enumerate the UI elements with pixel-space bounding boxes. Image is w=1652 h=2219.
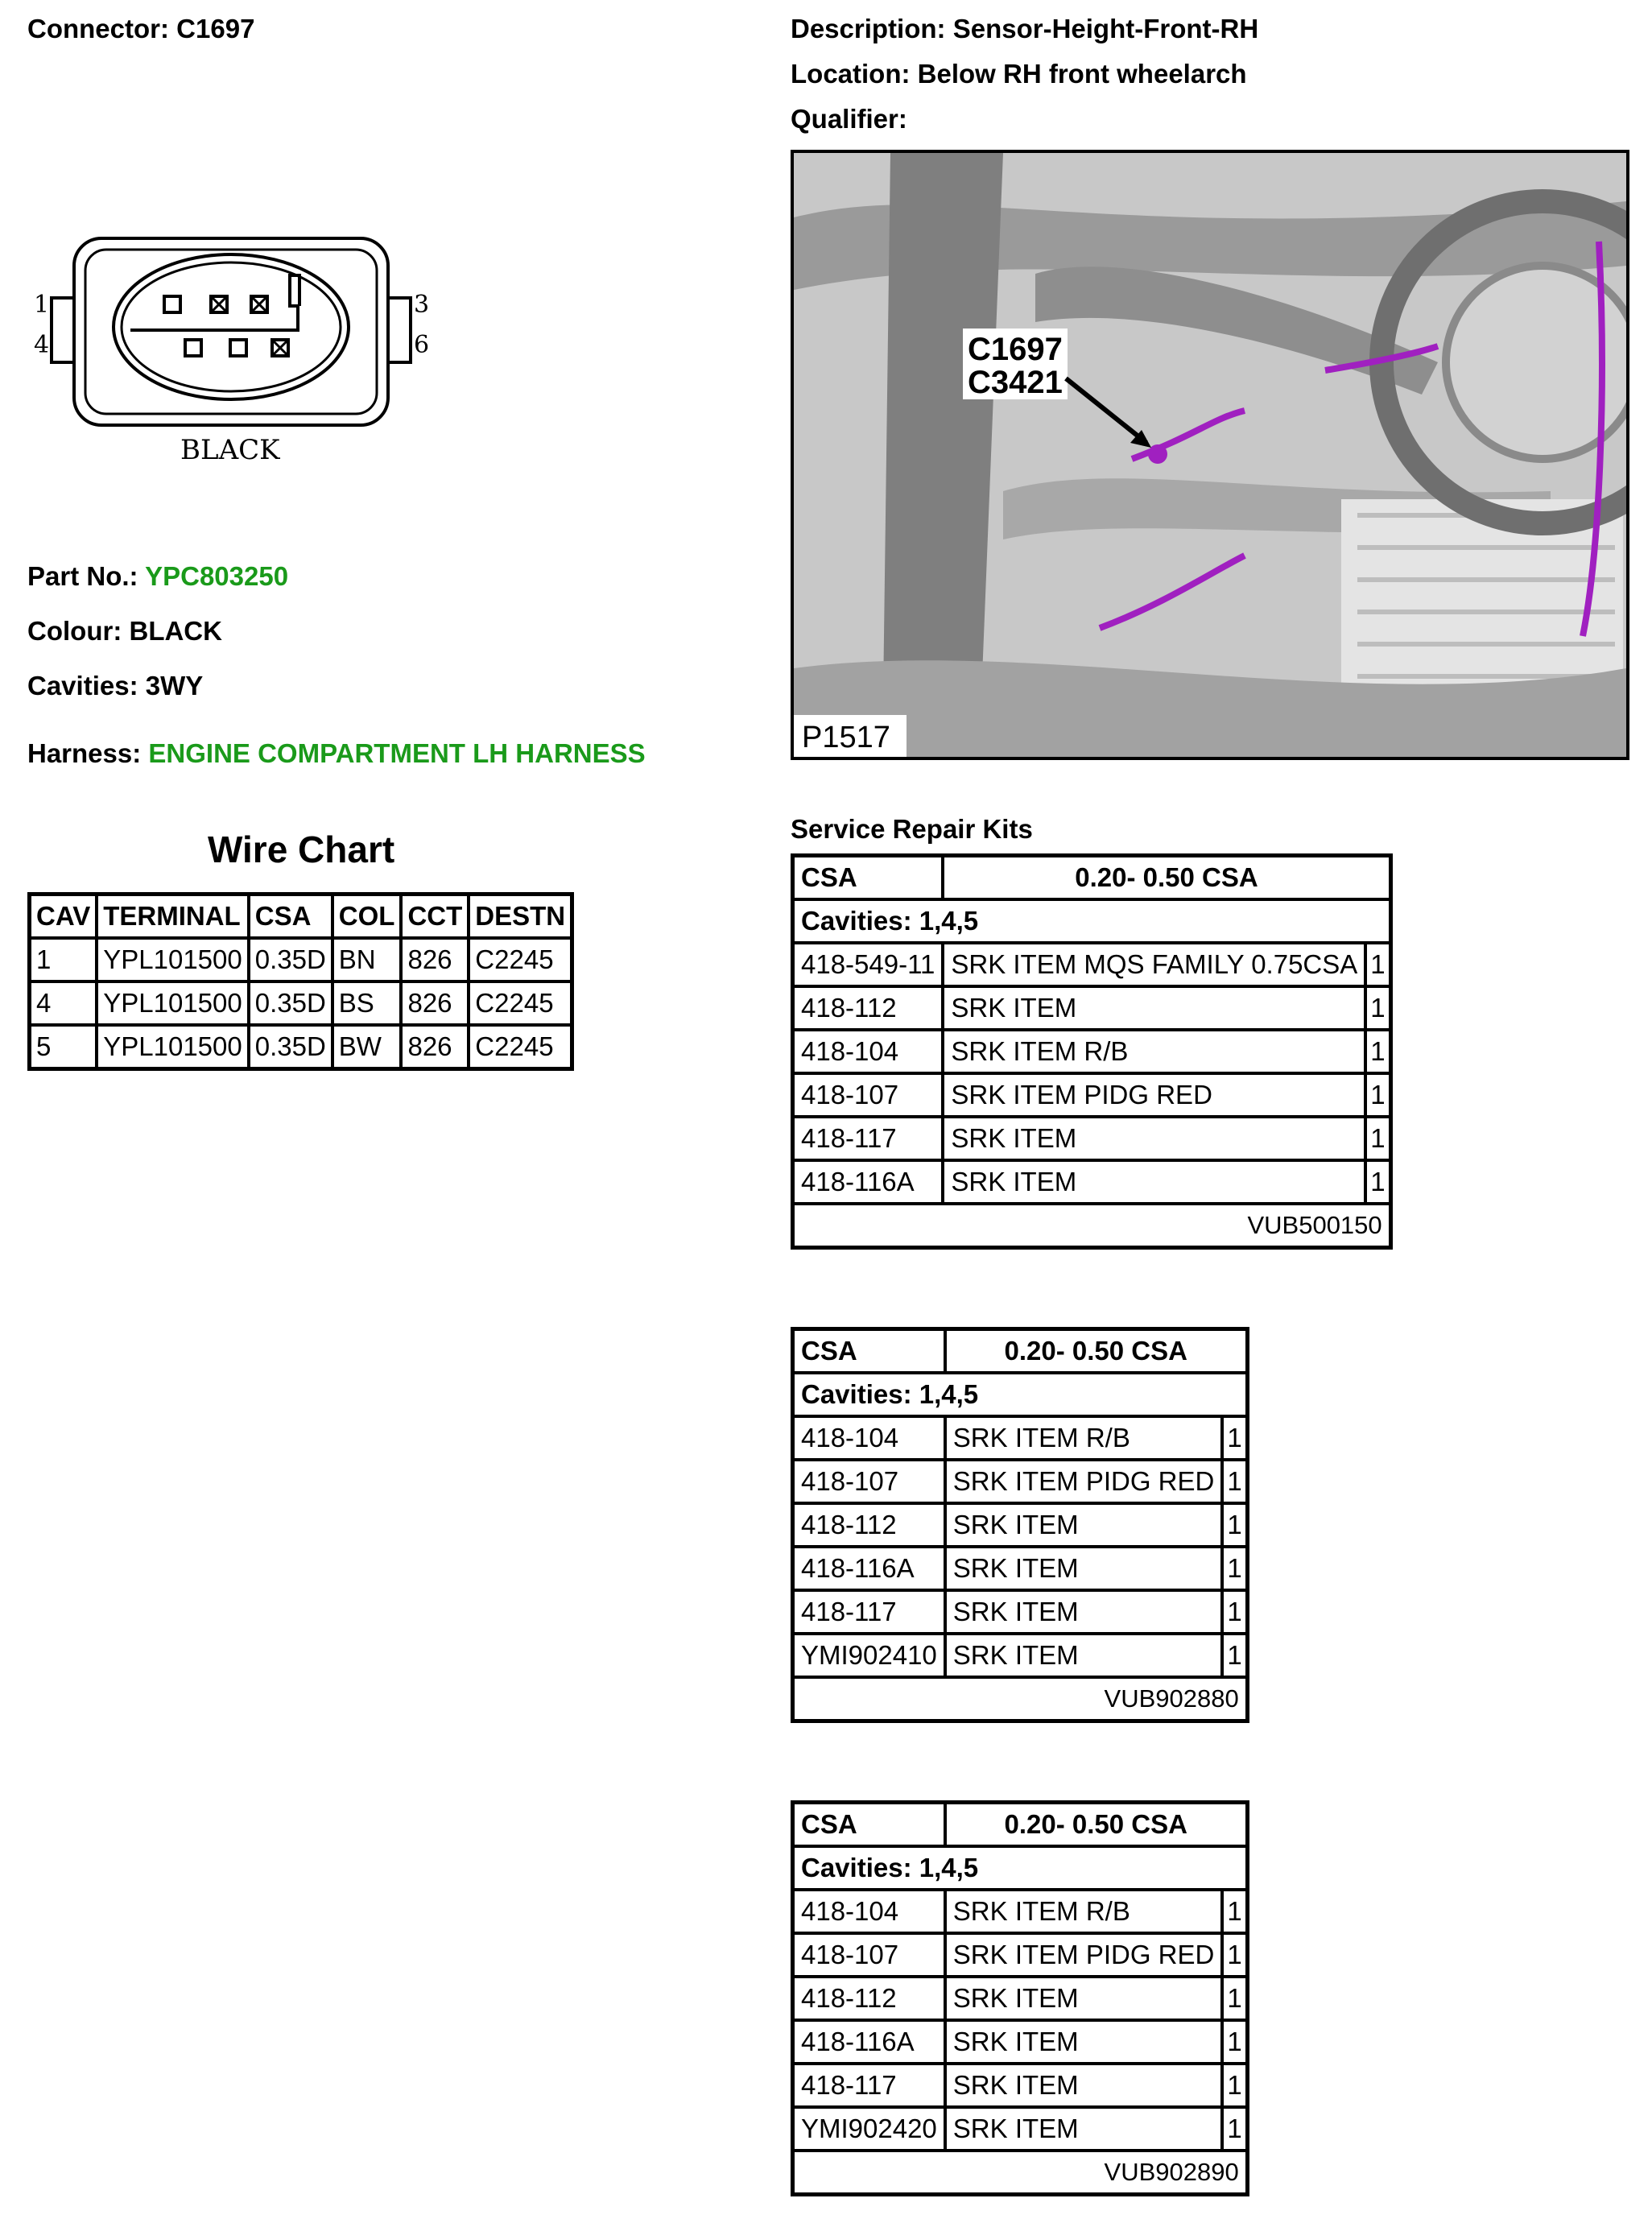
harness-line xyxy=(27,738,646,770)
kit-item-desc: SRK ITEM xyxy=(945,2020,1223,2064)
cell-terminal: YPL101500 xyxy=(97,1025,249,1069)
figure-id: P1517 xyxy=(802,721,890,754)
table-row xyxy=(793,2064,1248,2107)
kit-part-number: YMI902420 xyxy=(793,2107,945,2151)
table-row xyxy=(30,1025,572,1069)
description-value: Sensor-Height-Front-RH xyxy=(952,14,1259,43)
kit-item-desc: SRK ITEM xyxy=(945,1547,1223,1590)
kit-number: VUB902890 xyxy=(793,2151,1248,2195)
cell-csa: 0.35D xyxy=(249,981,332,1025)
kit-part-number: 418-107 xyxy=(793,1460,945,1503)
table-row xyxy=(793,1890,1248,1933)
kit-item-desc: SRK ITEM xyxy=(943,1160,1365,1204)
kit-part-number: 418-104 xyxy=(793,1416,945,1460)
kit-cavities: Cavities: 1,4,5 xyxy=(793,1846,1248,1890)
table-row xyxy=(793,1634,1248,1677)
repair-kit-table-1 xyxy=(791,853,1393,1250)
pin-label-6: 6 xyxy=(414,331,430,359)
kit-cavities-row xyxy=(793,1373,1248,1416)
connector-face-diagram xyxy=(24,225,443,483)
kit-item-qty: 1 xyxy=(1365,1117,1390,1160)
col-header-col: COL xyxy=(332,895,402,939)
kit-item-qty: 1 xyxy=(1222,2107,1247,2151)
col-header-cct: CCT xyxy=(401,895,469,939)
cell-col: BN xyxy=(332,938,402,981)
cell-cct: 826 xyxy=(401,938,469,981)
callout-c1697: C1697 xyxy=(968,332,1063,367)
colour-label: Colour: xyxy=(27,616,122,646)
kit-item-qty: 1 xyxy=(1222,1590,1247,1634)
kit-part-number: 418-117 xyxy=(793,1117,944,1160)
col-header-destn: DESTN xyxy=(469,895,572,939)
wire-chart-header-row xyxy=(30,895,572,939)
kit-csa-range: 0.20- 0.50 CSA xyxy=(943,856,1390,900)
part-no-line xyxy=(27,560,288,593)
kit-item-desc: SRK ITEM xyxy=(945,2064,1223,2107)
callout-c3421: C3421 xyxy=(968,365,1063,400)
kit-item-qty: 1 xyxy=(1222,1634,1247,1677)
cell-terminal: YPL101500 xyxy=(97,938,249,981)
part-no-link[interactable]: YPC803250 xyxy=(145,561,289,591)
table-row xyxy=(793,1160,1391,1204)
kit-item-qty: 1 xyxy=(1222,1933,1247,1977)
kit-part-number: 418-112 xyxy=(793,1503,945,1547)
kit-csa-label: CSA xyxy=(793,1329,945,1374)
harness-label: Harness: xyxy=(27,738,142,768)
table-row xyxy=(30,938,572,981)
kit-item-qty: 1 xyxy=(1365,1030,1390,1073)
kit-item-desc: SRK ITEM xyxy=(945,1590,1223,1634)
cell-csa: 0.35D xyxy=(249,1025,332,1069)
colour-value: BLACK xyxy=(129,616,222,646)
kit-part-number: 418-116A xyxy=(793,1547,945,1590)
kit-number: VUB902880 xyxy=(793,1677,1248,1721)
kit-item-qty: 1 xyxy=(1365,943,1390,986)
kit-header-row xyxy=(793,1803,1248,1847)
colour-line xyxy=(27,615,222,647)
kit-item-desc: SRK ITEM xyxy=(945,1634,1223,1677)
kit-footer-row xyxy=(793,2151,1248,2195)
kit-part-number: 418-112 xyxy=(793,1977,945,2020)
kit-item-desc: SRK ITEM R/B xyxy=(943,1030,1365,1073)
kit-footer-row xyxy=(793,1204,1391,1248)
kit-item-desc: SRK ITEM R/B xyxy=(945,1416,1223,1460)
kit-part-number: 418-117 xyxy=(793,2064,945,2107)
kit-part-number: 418-107 xyxy=(793,1073,944,1117)
cell-cav: 4 xyxy=(30,981,97,1025)
kit-item-qty: 1 xyxy=(1222,2020,1247,2064)
kit-part-number: 418-549-11 xyxy=(793,943,944,986)
kit-item-desc: SRK ITEM PIDG RED xyxy=(945,1460,1223,1503)
kit-cavities-row xyxy=(793,1846,1248,1890)
kit-csa-label: CSA xyxy=(793,856,944,900)
cell-cav: 1 xyxy=(30,938,97,981)
location-label: Location: xyxy=(791,59,911,89)
cell-terminal: YPL101500 xyxy=(97,981,249,1025)
connector-line xyxy=(27,13,254,45)
kit-footer-row xyxy=(793,1677,1248,1721)
cell-destn[interactable]: C2245 xyxy=(469,981,572,1025)
cell-cct: 826 xyxy=(401,981,469,1025)
cell-csa: 0.35D xyxy=(249,938,332,981)
kit-header-row xyxy=(793,1329,1248,1374)
kit-item-desc: SRK ITEM xyxy=(943,986,1365,1030)
table-row xyxy=(793,1460,1248,1503)
kit-part-number: YMI902410 xyxy=(793,1634,945,1677)
cell-destn[interactable]: C2245 xyxy=(469,938,572,981)
cell-col: BW xyxy=(332,1025,402,1069)
table-row xyxy=(793,2020,1248,2064)
pin-label-1: 1 xyxy=(34,291,50,319)
table-row xyxy=(793,2107,1248,2151)
kit-csa-range: 0.20- 0.50 CSA xyxy=(945,1329,1247,1374)
kit-item-qty: 1 xyxy=(1222,1460,1247,1503)
location-photo xyxy=(791,150,1629,760)
kit-item-qty: 1 xyxy=(1222,1890,1247,1933)
kit-part-number: 418-107 xyxy=(793,1933,945,1977)
pin-label-4: 4 xyxy=(34,331,50,359)
kit-cavities: Cavities: 1,4,5 xyxy=(793,1373,1248,1416)
pin-label-3: 3 xyxy=(414,291,430,319)
table-row xyxy=(793,1030,1391,1073)
cavities-label: Cavities: xyxy=(27,671,138,700)
kit-part-number: 418-116A xyxy=(793,2020,945,2064)
kit-item-desc: SRK ITEM PIDG RED xyxy=(945,1933,1223,1977)
col-header-csa: CSA xyxy=(249,895,332,939)
kit-item-qty: 1 xyxy=(1222,1547,1247,1590)
kit-item-qty: 1 xyxy=(1222,1503,1247,1547)
table-row xyxy=(793,1117,1391,1160)
kit-item-desc: SRK ITEM MQS FAMILY 0.75CSA xyxy=(943,943,1365,986)
kit-cavities-row xyxy=(793,899,1391,943)
cell-destn[interactable]: C2245 xyxy=(469,1025,572,1069)
cavities-value: 3WY xyxy=(145,671,204,700)
table-row xyxy=(793,1590,1248,1634)
connector-label: Connector: xyxy=(27,14,169,43)
kit-part-number: 418-112 xyxy=(793,986,944,1030)
kit-part-number: 418-104 xyxy=(793,1890,945,1933)
photo-illustration xyxy=(794,153,1626,757)
service-repair-kits-title: Service Repair Kits xyxy=(791,814,1033,844)
kit-item-qty: 1 xyxy=(1365,1073,1390,1117)
kit-item-qty: 1 xyxy=(1365,1160,1390,1204)
wire-chart-table xyxy=(27,892,574,1071)
kit-part-number: 418-116A xyxy=(793,1160,944,1204)
kit-number: VUB500150 xyxy=(793,1204,1391,1248)
table-row xyxy=(793,1977,1248,2020)
connector-id: C1697 xyxy=(176,14,255,43)
kit-item-desc: SRK ITEM xyxy=(945,2107,1223,2151)
kit-item-qty: 1 xyxy=(1222,2064,1247,2107)
kit-item-desc: SRK ITEM xyxy=(945,1977,1223,2020)
cell-cct: 826 xyxy=(401,1025,469,1069)
kit-item-desc: SRK ITEM PIDG RED xyxy=(943,1073,1365,1117)
kit-item-qty: 1 xyxy=(1222,1416,1247,1460)
col-header-terminal: TERMINAL xyxy=(97,895,249,939)
table-row xyxy=(793,943,1391,986)
table-row xyxy=(793,1416,1248,1460)
table-row xyxy=(30,981,572,1025)
table-row xyxy=(793,986,1391,1030)
part-no-label: Part No.: xyxy=(27,561,138,591)
cell-cav: 5 xyxy=(30,1025,97,1069)
location-line xyxy=(791,58,1247,90)
table-row xyxy=(793,1073,1391,1117)
kit-csa-label: CSA xyxy=(793,1803,945,1847)
harness-link[interactable]: ENGINE COMPARTMENT LH HARNESS xyxy=(148,738,646,768)
kit-header-row xyxy=(793,856,1391,900)
cavity-1 xyxy=(164,296,180,312)
kit-item-desc: SRK ITEM R/B xyxy=(945,1890,1223,1933)
table-row xyxy=(793,1547,1248,1590)
qualifier-label: Qualifier: xyxy=(791,104,907,134)
kit-item-qty: 1 xyxy=(1222,1977,1247,2020)
wire-chart-title: Wire Chart xyxy=(208,829,395,870)
kit-csa-range: 0.20- 0.50 CSA xyxy=(945,1803,1247,1847)
cavity-5 xyxy=(230,340,246,356)
kit-item-desc: SRK ITEM xyxy=(945,1503,1223,1547)
cavities-line xyxy=(27,670,203,702)
kit-item-qty: 1 xyxy=(1365,986,1390,1030)
repair-kit-table-2 xyxy=(791,1327,1249,1723)
kit-item-desc: SRK ITEM xyxy=(943,1117,1365,1160)
location-value: Below RH front wheelarch xyxy=(917,59,1247,89)
repair-kit-table-3 xyxy=(791,1800,1249,2196)
kit-cavities: Cavities: 1,4,5 xyxy=(793,899,1391,943)
cell-col: BS xyxy=(332,981,402,1025)
kit-part-number: 418-117 xyxy=(793,1590,945,1634)
table-row xyxy=(793,1933,1248,1977)
kit-part-number: 418-104 xyxy=(793,1030,944,1073)
description-label: Description: xyxy=(791,14,946,43)
description-line xyxy=(791,13,1258,45)
cavity-4 xyxy=(185,340,201,356)
col-header-cav: CAV xyxy=(30,895,97,939)
connector-colour-text: BLACK xyxy=(180,434,280,466)
table-row xyxy=(793,1503,1248,1547)
